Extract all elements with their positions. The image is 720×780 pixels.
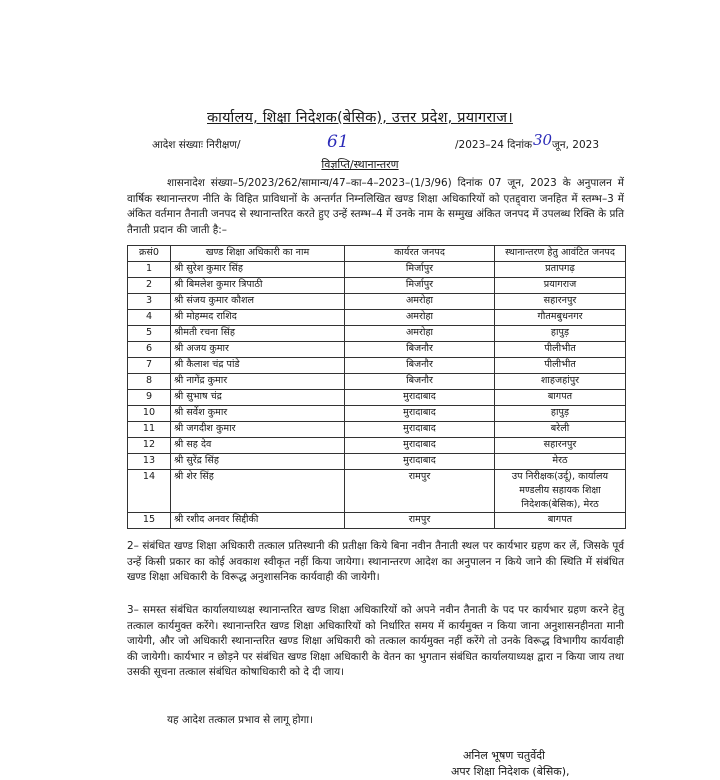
cell-serial: 3 [128,294,171,310]
cell-current-district: बिजनौर [345,374,495,390]
cell-serial: 11 [128,422,171,438]
cell-officer-name: श्री नागेंद्र कुमार [171,374,345,390]
cell-allotted-district: प्रतापगढ़ [495,262,626,278]
cell-current-district: मुरादाबाद [345,438,495,454]
cell-allotted-district: पीलीभीत [495,358,626,374]
cell-officer-name: श्री सर्वेश कुमार [171,406,345,422]
cell-officer-name: श्री कैलाश चंद्र पांडे [171,358,345,374]
header-serial-number: क्रसं0 [128,246,171,262]
cell-officer-name: श्री संजय कुमार कौशल [171,294,345,310]
cell-serial: 12 [128,438,171,454]
order-number-prefix: आदेश संख्याः निरीक्षण/ [152,139,241,151]
cell-serial: 7 [128,358,171,374]
cell-allotted-district: मेरठ [495,454,626,470]
cell-serial: 2 [128,278,171,294]
signatory-designation: अपर शिक्षा निदेशक (बेसिक), [451,765,570,778]
cell-current-district: अमरोहा [345,310,495,326]
cell-officer-name: श्री रशीद अनवर सिद्दीकी [171,513,345,529]
table-row [128,390,626,406]
cell-officer-name: श्री सुरेश कुमार सिंह [171,262,345,278]
cell-allotted-district: हापुड़ [495,406,626,422]
cell-officer-name: श्री शेर सिंह [171,470,345,513]
cell-serial: 14 [128,470,171,513]
paragraph-4: यह आदेश तत्काल प्रभाव से लागू होगा। [167,714,313,726]
notice-title: विज्ञप्ति/स्थानान्तरण [321,158,399,171]
cell-officer-name: श्री सुभाष चंद्र [171,390,345,406]
header-allotted-district: स्थानान्तरण हेतु आवंटित जनपद [495,246,626,262]
table-row [128,454,626,470]
cell-officer-name: श्री मोहम्मद राशिद [171,310,345,326]
cell-current-district: मुरादाबाद [345,422,495,438]
order-month-year: जून, 2023 [552,139,600,151]
office-title: कार्यालय, शिक्षा निदेशक(बेसिक), उत्तर प्रदेश, प्रयागराज। [207,110,513,126]
cell-serial: 10 [128,406,171,422]
cell-serial: 15 [128,513,171,529]
intro-paragraph: शासनादेश संख्या–5/2023/262/सामान्य/47–का–4–2023–(1/3/96) दिनांक 07 जून, 2023 के अनुपालन में वार्षिक स्थानान्तरण नीति के विहित प्राविधानों के अन्तर्गत निम्नलिखित खण्ड शिक्षा अधिकारियों को एतद्द्वारा जनहित में स्तम्भ–3 में अंकित वर्तमान तैनाती जनपद से स्थानान्तरित करते हुए उन्हें स्तम्भ–4 में उनके नाम के सम्मुख अंकित जनपद में उपलब्ध रिक्ति के प्रति तैनाती प्रदान की जाती है:– [127,177,624,236]
table-header-row [128,246,626,262]
table-row [128,358,626,374]
cell-allotted-district: हापुड़ [495,326,626,342]
cell-officer-name: श्री अजय कुमार [171,342,345,358]
table-row [128,310,626,326]
cell-current-district: रामपुर [345,513,495,529]
cell-officer-name: श्री सुरेंद्र सिंह [171,454,345,470]
table-row [128,422,626,438]
table-row [128,438,626,454]
cell-current-district: रामपुर [345,470,495,513]
cell-allotted-district: पीलीभीत [495,342,626,358]
transfer-table-body [128,262,626,529]
table-row [128,294,626,310]
cell-officer-name: श्री बिमलेश कुमार त्रिपाठी [171,278,345,294]
cell-current-district: अमरोहा [345,294,495,310]
cell-allotted-district: उप निरीक्षक(उर्दू), कार्यालय मण्डलीय सहायक शिक्षा निदेशक(बेसिक), मेरठ [495,470,626,513]
cell-officer-name: श्री जगदीश कुमार [171,422,345,438]
cell-allotted-district: सहारनपुर [495,294,626,310]
cell-serial: 1 [128,262,171,278]
cell-allotted-district: बरेली [495,422,626,438]
table-row [128,513,626,529]
cell-allotted-district: बागपत [495,390,626,406]
table-row [128,262,626,278]
transfer-table [127,245,626,529]
handwritten-order-day: 30 [533,131,553,149]
cell-officer-name: श्रीमती रचना सिंह [171,326,345,342]
header-officer-name: खण्ड शिक्षा अधिकारी का नाम [171,246,345,262]
cell-current-district: मिर्जापुर [345,262,495,278]
cell-serial: 13 [128,454,171,470]
cell-current-district: मुरादाबाद [345,390,495,406]
table-row [128,406,626,422]
table-row [128,326,626,342]
table-row [128,374,626,390]
handwritten-order-number: 61 [327,132,349,152]
cell-allotted-district: सहारनपुर [495,438,626,454]
table-row [128,342,626,358]
order-year-label: /2023–24 दिनांक [455,139,533,151]
cell-allotted-district: प्रयागराज [495,278,626,294]
cell-serial: 6 [128,342,171,358]
cell-officer-name: श्री सह देव [171,438,345,454]
cell-serial: 4 [128,310,171,326]
cell-serial: 8 [128,374,171,390]
cell-serial: 5 [128,326,171,342]
cell-allotted-district: बागपत [495,513,626,529]
table-row [128,278,626,294]
cell-current-district: बिजनौर [345,358,495,374]
signatory-name: अनिल भूषण चतुर्वेदी [463,749,545,762]
cell-current-district: मुरादाबाद [345,454,495,470]
cell-allotted-district: शाहजहांपुर [495,374,626,390]
cell-current-district: बिजनौर [345,342,495,358]
cell-current-district: अमरोहा [345,326,495,342]
cell-current-district: मुरादाबाद [345,406,495,422]
cell-current-district: मिर्जापुर [345,278,495,294]
paragraph-3: 3– समस्त संबंधित कार्यालयाध्यक्ष स्थानान्तरित खण्ड शिक्षा अधिकारियों को अपने नवीन तैनाती के पद पर कार्यभार ग्रहण करने हेतु तत्काल कार्यमुक्त करेंगे। स्थानान्तरित खण्ड शिक्षा अधिकारियों को निर्धारित समय में कार्यमुक्त न किया जाना अनुशासनहीनता मानी जायेगी, और जो अधिकारी स्थानान्तरित खण्ड शिक्षा अधिकारी को तत्काल कार्यमुक्त नहीं करेंगे तो उनके विरूद्ध विभागीय कार्यवाही की जायेगी। कार्यभार न छोड़ने पर संबंधित खण्ड शिक्षा अधिकारी के वेतन का भुगतान संबंधित कार्यालयाध्यक्ष द्वारा न किया जाय तथा उसकी सूचना तत्काल संबंधित कोषाधिकारी को दे दी जाय। [127,604,624,678]
cell-serial: 9 [128,390,171,406]
paragraph-2: 2– संबंधित खण्ड शिक्षा अधिकारी तत्काल प्रतिस्थानी की प्रतीक्षा किये बिना नवीन तैनाती स्थल पर कार्यभार ग्रहण कर लें, जिसके पूर्व उन्हें किसी प्रकार का कोई अवकाश स्वीकृत नहीं किया जायेगा। स्थानान्तरण आदेश का अनुपालन न किये जाने की स्थिति में संबंधित खण्ड शिक्षा अधिकारी के विरूद्ध अनुशासनिक कार्यवाही की जायेगी। [127,540,624,583]
header-current-district: कार्यरत जनपद [345,246,495,262]
cell-allotted-district: गौतमबुधनगर [495,310,626,326]
table-row [128,470,626,513]
